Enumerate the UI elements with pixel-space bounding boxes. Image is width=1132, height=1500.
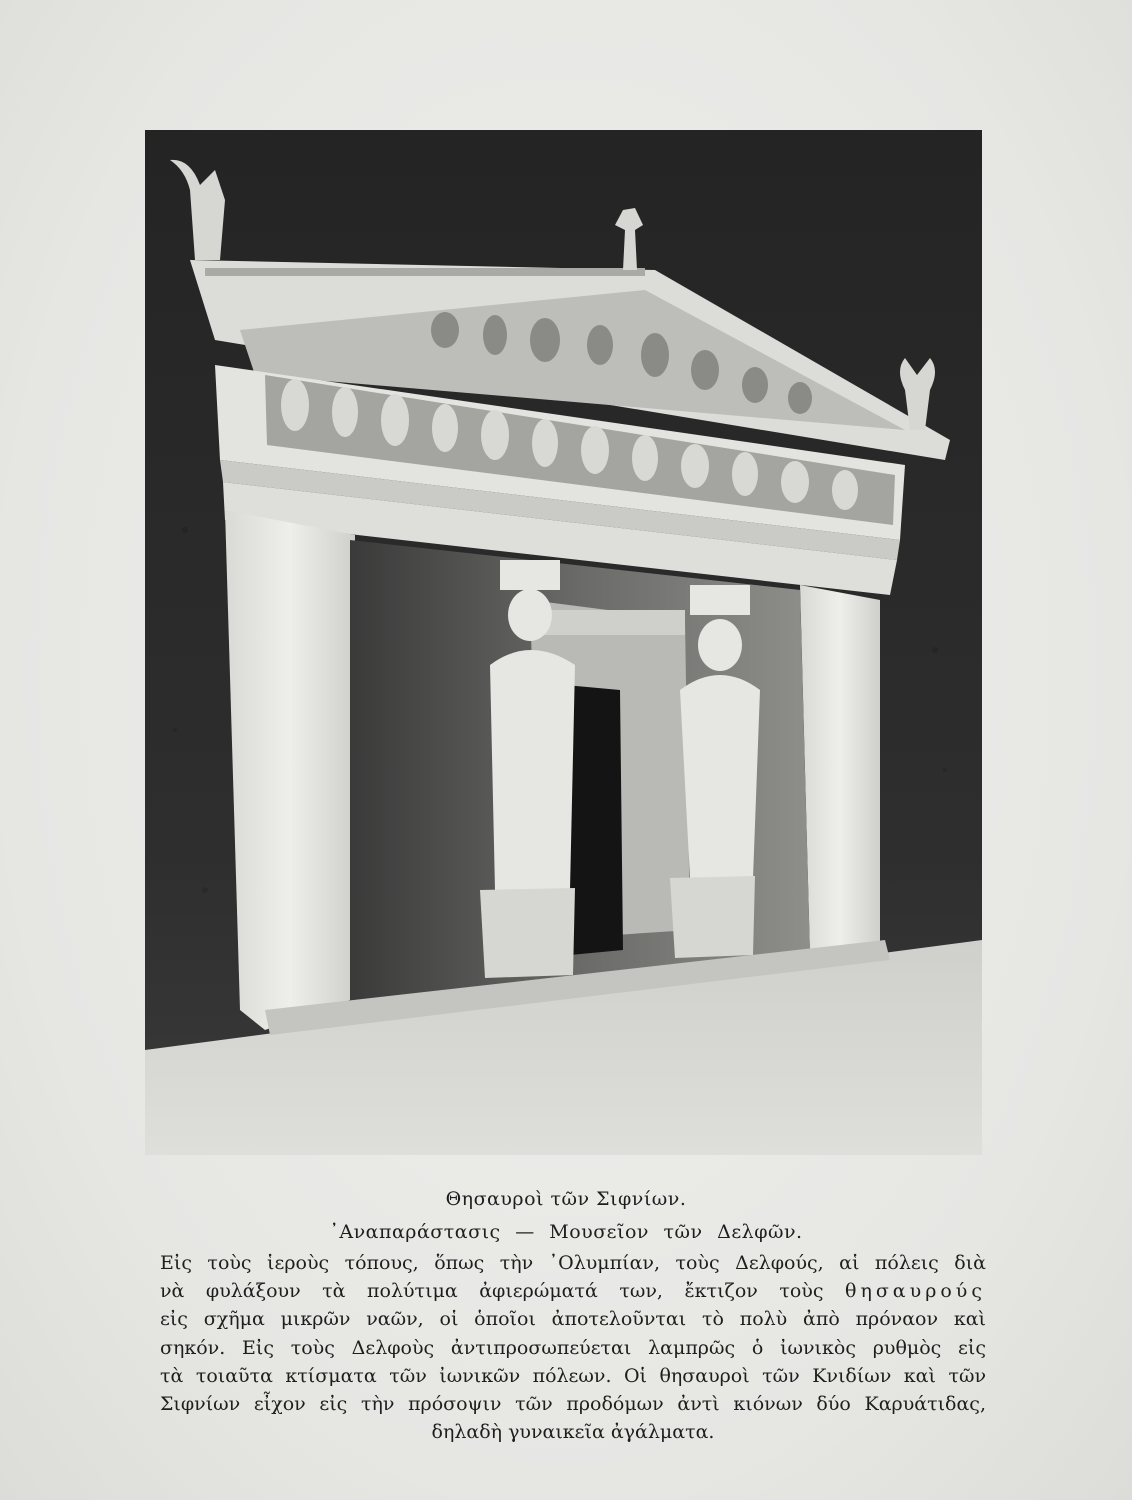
caption-line [160,1277,986,1305]
caption-spaced-word: θησαυρούς [845,1280,986,1303]
caption-line: εἰς σχῆμα μικρῶν ναῶν, οἱ ὁποῖοι ἀποτελοῦνται τὸ πολὺ ἀπὸ πρόναον καὶ [160,1308,986,1331]
caption-body [160,1249,986,1446]
photo-illustration [145,130,982,1155]
caption-line-text: νὰ φυλάξουν τὰ πολύτιμα ἀφιερώματά των, ἔκτιζον τοὺς [160,1280,824,1303]
treasury-photograph [145,130,982,1155]
caption-line: τὰ τοιαῦτα κτίσματα τῶν ἰωνικῶν πόλεων. Οἱ θησαυροὶ τῶν Κνιδίων καὶ τῶν [160,1364,986,1387]
caption-line: Εἰς τοὺς ἱεροὺς τόπους, ὅπως τὴν ᾽Ολυμπίαν, τοὺς Δελφούς, αἱ πόλεις διὰ [160,1252,986,1274]
caption-title: Θησαυροὶ τῶν Σιφνίων. [445,1188,687,1210]
caption-subtitle: ᾽Αναπαράστασις — Μουσεῖον τῶν Δελφῶν. [329,1221,803,1243]
caption-line: σηκόν. Εἰς τοὺς Δελφοὺς ἀντιπροσωπεύεται λαμπρῶς ὁ ἰωνικὸς ρυθμὸς εἰς [160,1336,986,1359]
caption-line: δηλαδὴ γυναικεῖα ἀγάλματα. [431,1421,715,1444]
caption-line: Σιφνίων εἶχον εἰς τὴν πρόσοψιν τῶν προδόμων ἀντὶ κιόνων δύο Καρυάτιδας, [160,1393,986,1416]
